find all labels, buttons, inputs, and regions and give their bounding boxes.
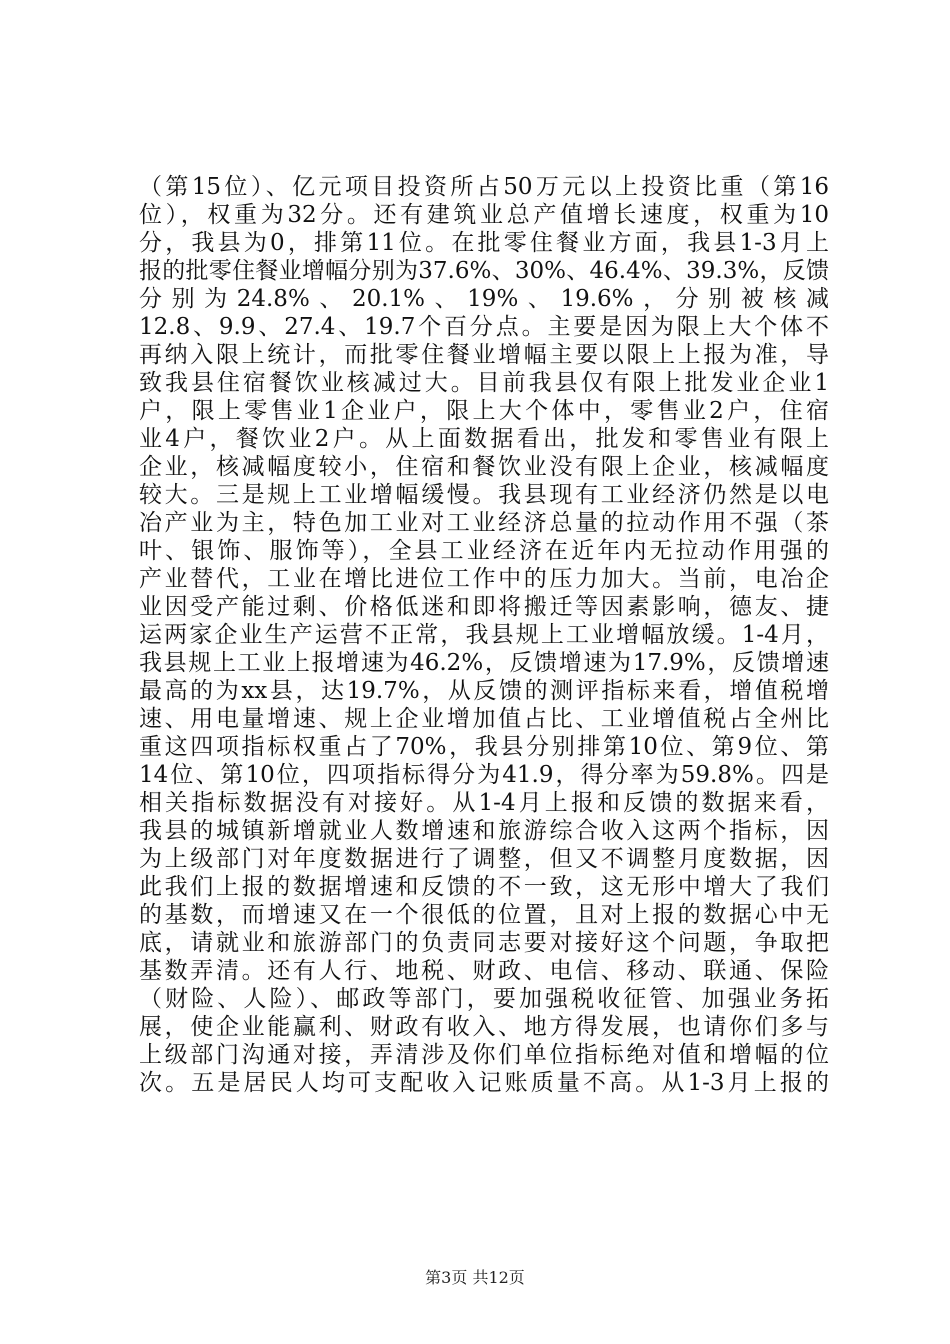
page-footer: 第3页 共12页: [425, 1268, 525, 1287]
text-line: 12.8、9.9、27.4、19.7个百分点。主要是因为限上大个体不: [139, 314, 829, 340]
text-line: 重这四项指标权重占了70%，我县分别排第10位、第9位、第: [139, 734, 829, 760]
text-line: 分，我县为0，排第11位。在批零住餐业方面，我县1-3月上: [139, 230, 829, 256]
text-line: 较大。三是规上工业增幅缓慢。我县现有工业经济仍然是以电: [139, 482, 829, 508]
text-line: 基数弄清。还有人行、地税、财政、电信、移动、联通、保险: [139, 958, 829, 984]
text-line: 此我们上报的数据增速和反馈的不一致，这无形中增大了我们: [139, 874, 829, 900]
text-line: 底，请就业和旅游部门的负责同志要对接好这个问题，争取把: [139, 930, 829, 956]
text-line: 展，使企业能赢利、财政有收入、地方得发展，也请你们多与: [139, 1014, 829, 1040]
text-line: 运两家企业生产运营不正常，我县规上工业增幅放缓。1-4月，: [139, 622, 829, 648]
text-line: 速、用电量增速、规上企业增加值占比、工业增值税占全州比: [139, 706, 829, 732]
text-line: 户，限上零售业1企业户，限上大个体中，零售业2户，住宿: [139, 398, 829, 424]
text-line: 企业，核减幅度较小，住宿和餐饮业没有限上企业，核减幅度: [139, 454, 829, 480]
text-line: （第15位）、亿元项目投资所占50万元以上投资比重（第16: [139, 174, 829, 200]
text-line: 冶产业为主，特色加工业对工业经济总量的拉动作用不强（茶: [139, 510, 829, 536]
text-line: 上级部门沟通对接，弄清涉及你们单位指标绝对值和增幅的位: [139, 1042, 829, 1068]
text-line: 我县的城镇新增就业人数增速和旅游综合收入这两个指标，因: [139, 818, 829, 844]
body-paragraph: [139, 173, 829, 1097]
text-line: 分别为24.8%、20.1%、19%、19.6%，分别被核减: [139, 286, 829, 312]
text-line: 14位、第10位，四项指标得分为41.9，得分率为59.8%。四是: [139, 762, 829, 788]
text-line: 报的批零住餐业增幅分别为37.6%、30%、46.4%、39.3%，反馈: [139, 258, 829, 284]
text-line: 致我县住宿餐饮业核减过大。目前我县仅有限上批发业企业1: [139, 370, 829, 396]
text-line: 位），权重为32分。还有建筑业总产值增长速度，权重为10: [139, 202, 829, 228]
text-line: 产业替代，工业在增比进位工作中的压力加大。当前，电冶企: [139, 566, 829, 592]
text-line: 为上级部门对年度数据进行了调整，但又不调整月度数据，因: [139, 846, 829, 872]
text-line: （财险、人险）、邮政等部门，要加强税收征管、加强业务拓: [139, 986, 829, 1012]
text-line: 叶、银饰、服饰等），全县工业经济在近年内无拉动作用强的: [139, 538, 829, 564]
text-line: 相关指标数据没有对接好。从1-4月上报和反馈的数据来看，: [139, 790, 829, 816]
text-line: 最高的为xx县，达19.7%，从反馈的测评指标来看，增值税增: [139, 678, 829, 704]
text-line: 次。五是居民人均可支配收入记账质量不高。从1-3月上报的: [139, 1070, 829, 1096]
text-line: 的基数，而增速又在一个很低的位置，且对上报的数据心中无: [139, 902, 829, 928]
text-line: 我县规上工业上报增速为46.2%，反馈增速为17.9%，反馈增速: [139, 650, 829, 676]
text-line: 业因受产能过剩、价格低迷和即将搬迁等因素影响，德友、捷: [139, 594, 829, 620]
text-line: 再纳入限上统计，而批零住餐业增幅主要以限上上报为准，导: [139, 342, 829, 368]
text-line: 业4户，餐饮业2户。从上面数据看出，批发和零售业有限上: [139, 426, 829, 452]
